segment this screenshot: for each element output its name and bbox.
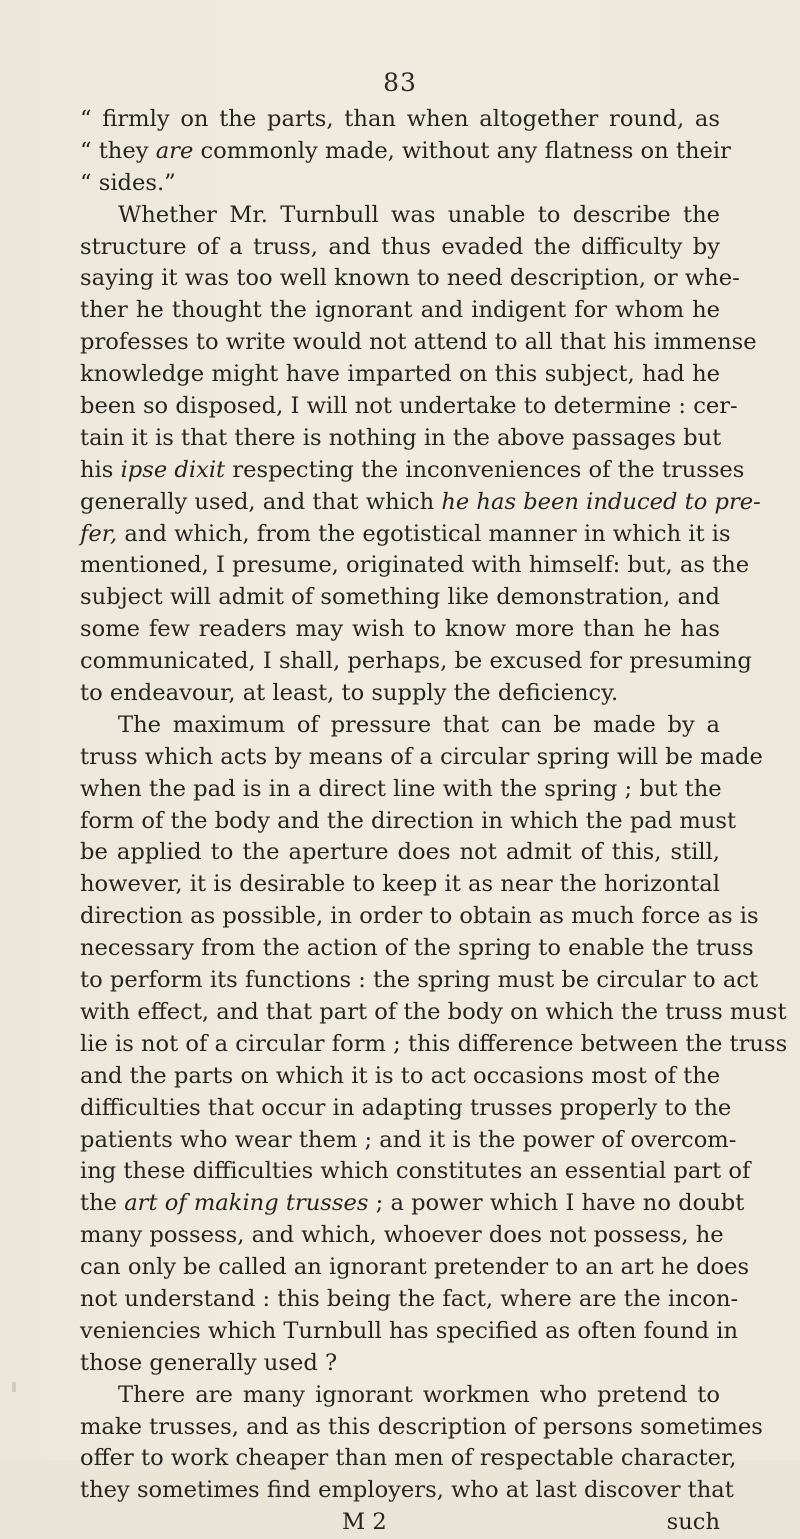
text-line: been so disposed, I will not undertake to determine : cer- [80, 393, 738, 420]
text-line: and the parts on which it is to act occasions most of the [80, 1062, 721, 1089]
text-line: truss which acts by means of a circular spring will be made [80, 743, 763, 770]
text-line: when the pad is in a direct line with the spring ; but the [80, 775, 722, 802]
page-number: 83 [383, 68, 417, 97]
text-line: his ipse dixit respecting the inconveniences of the trusses [80, 456, 745, 483]
text-line: subject will admit of something like demonstration, and [80, 584, 720, 611]
text-line: The maximum of pressure that can be made by a [118, 711, 720, 738]
text-line: “ they are commonly made, without any flatness on their [80, 137, 731, 164]
text-line: professes to write would not attend to all that his immense [80, 329, 757, 356]
signature-line [80, 1507, 720, 1539]
text-line: generally used, and that which he has been induced to pre- [80, 488, 761, 515]
text-line: tain it is that there is nothing in the above passages but [80, 424, 722, 451]
text-line: Whether Mr. Turnbull was unable to describe the [118, 201, 720, 228]
text-line: structure of a truss, and thus evaded the difficulty by [80, 233, 720, 260]
text-line: mentioned, I presume, originated with himself: but, as the [80, 552, 750, 579]
text-line: necessary from the action of the spring to enable the truss [80, 935, 754, 962]
text-line: many possess, and which, whoever does not possess, he [80, 1222, 724, 1249]
catchword: such [666, 1509, 720, 1536]
text-line: make trusses, and as this description of persons sometimes [80, 1413, 763, 1440]
text-line: be applied to the aperture does not admit of this, still, [80, 839, 720, 866]
text-line: with effect, and that part of the body on which the truss must [80, 998, 787, 1025]
text-line: they sometimes find employers, who at last discover that [80, 1477, 734, 1504]
text-line: ther he thought the ignorant and indigent for whom he [80, 297, 720, 324]
text-line: “ sides.” [80, 169, 176, 196]
text-line: those generally used ? [80, 1349, 338, 1376]
text-line: “ firmly on the parts, than when altogether round, as [80, 106, 720, 132]
text-line: direction as possible, in order to obtain as much force as is [80, 903, 759, 930]
signature-mark: M 2 [342, 1509, 387, 1536]
text-line: not understand : this being the fact, where are the incon- [80, 1285, 739, 1312]
text-line: however, it is desirable to keep it as near the horizontal [80, 871, 720, 898]
text-line: can only be called an ignorant pretender to an art he does [80, 1254, 750, 1281]
text-line: communicated, I shall, perhaps, be excused for presuming [80, 648, 752, 675]
paper-speck [12, 1382, 16, 1392]
text-line: patients who wear them ; and it is the power of overcom- [80, 1126, 737, 1153]
body-text [80, 104, 788, 1539]
text-line: knowledge might have imparted on this subject, had he [80, 361, 720, 388]
text-line: fer, and which, from the egotistical manner in which it is [80, 520, 731, 547]
text-line: the art of making trusses ; a power which I have no doubt [80, 1190, 745, 1217]
text-line: some few readers may wish to know more than he has [80, 616, 720, 643]
text-line: veniencies which Turnbull has specified as often found in [80, 1317, 739, 1344]
text-line: ing these difficulties which constitutes an essential part of [80, 1158, 751, 1185]
text-line: to endeavour, at least, to supply the deficiency. [80, 680, 619, 707]
text-line: offer to work cheaper than men of respectable character, [80, 1445, 737, 1472]
text-line: saying it was too well known to need description, or whe- [80, 265, 740, 292]
text-line: There are many ignorant workmen who pretend to [118, 1381, 720, 1408]
text-line: lie is not of a circular form ; this difference between the truss [80, 1030, 788, 1057]
text-line: difficulties that occur in adapting trusses properly to the [80, 1094, 732, 1121]
text-line: form of the body and the direction in which the pad must [80, 807, 737, 834]
text-line: to perform its functions : the spring must be circular to act [80, 967, 759, 994]
